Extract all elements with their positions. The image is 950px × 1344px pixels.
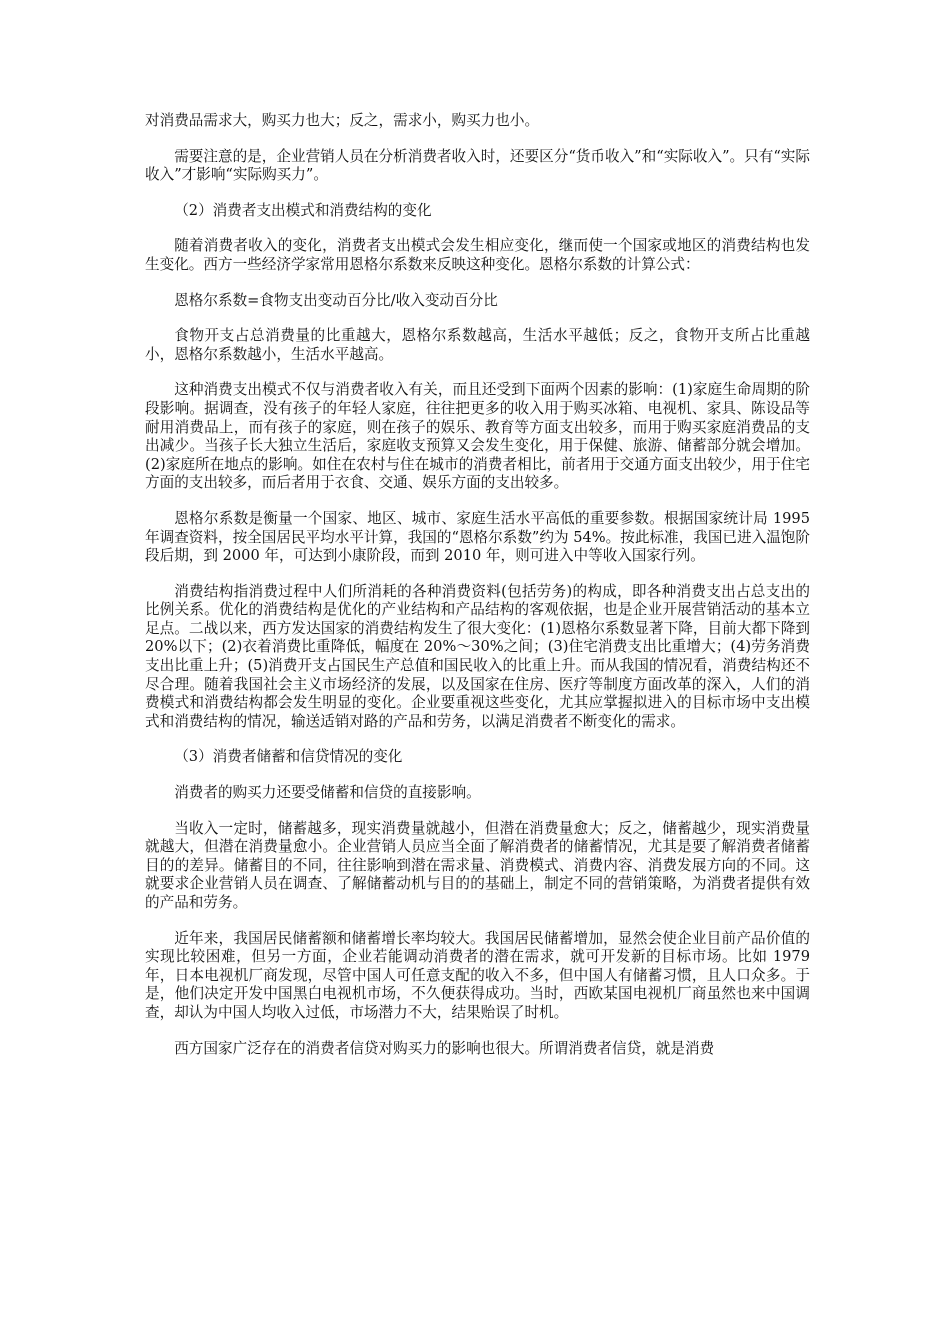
paragraph-engel-parameter: 恩格尔系数是衡量一个国家、地区、城市、家庭生活水平高低的重要参数。根据国家统计局 1995 年调查资料，按全国居民平均水平计算，我国的“恩格尔系数”约为 54%。按此标准，我国已进入温饱阶段后期，到 2000 年，可达到小康阶段，而到 2010 年，则可进入中等收入国家行列。 xyxy=(145,509,810,565)
paragraph-influencing-factors: 这种消费支出模式不仅与消费者收入有关，而且还受到下面两个因素的影响：(1)家庭生命周期的阶段影响。据调查，没有孩子的年轻人家庭，往往把更多的收入用于购买冰箱、电视机、家具、陈设品等耐用消费品上，而有孩子的家庭，则在孩子的娱乐、教育等方面支出较多，而用于购买家庭消费品的支出减少。当孩子长大独立生活后，家庭收支预算又会发生变化，用于保健、旅游、储蓄部分就会增加。(2)家庭所在地点的影响。如住在农村与住在城市的消费者相比，前者用于交通方面支出较少，用于住宅方面的支出较多，而后者用于衣食、交通、娱乐方面的支出较多。 xyxy=(145,381,810,492)
section-heading-spending-pattern: （2）消费者支出模式和消费结构的变化 xyxy=(174,201,432,219)
document-page xyxy=(145,112,810,1075)
paragraph-consumption-structure: 消费结构指消费过程中人们所消耗的各种消费资料(包括劳务)的构成，即各种消费支出占总支出的比例关系。优化的消费结构是优化的产业结构和产品结构的客观依据，也是企业开展营销活动的基本立足点。二战以来，西方发达国家的消费结构发生了很大变化：(1)恩格尔系数显著下降，目前大都下降到 20%以下；(2)衣着消费比重降低，幅度在 20%～30%之间；(3)住宅消费支出比重增大；(4)劳务消费支出比重上升；(5)消费开支占国民生产总值和国民收入的比重上升。而从我国的情况看，消费结构还不尽合理。随着我国社会主义市场经济的发展，以及国家在住房、医疗等制度方面改革的深入，人们的消费模式和消费结构都会发生明显的变化。企业要重视这些变化，尤其应掌握拟进入的目标市场中支出模式和消费结构的情况，输送适销对路的产品和劳务，以满足消费者不断变化的需求。 xyxy=(145,582,810,730)
engel-formula: 恩格尔系数=食物支出变动百分比/收入变动百分比 xyxy=(174,291,498,309)
paragraph-savings-growth: 近年来，我国居民储蓄额和储蓄增长率均较大。我国居民储蓄增加，显然会使企业目前产品价值的实现比较困难，但另一方面，企业若能调动消费者的潜在需求，就可开发新的目标市场。比如 1979 年，日本电视机厂商发现，尽管中国人可任意支配的收入不多，但中国人有储蓄习惯，且人口众多。于是，他们决定开发中国黑白电视机市场，不久便获得成功。当时，西欧某国电视机厂商虽然也来中国调查，却认为中国人均收入过低，市场潜力不大，结果贻误了时机。 xyxy=(145,929,810,1021)
paragraph-spending-change: 随着消费者收入的变化，消费者支出模式会发生相应变化，继而使一个国家或地区的消费结构也发生变化。西方一些经济学家常用恩格尔系数来反映这种变化。恩格尔系数的计算公式： xyxy=(145,237,810,273)
paragraph-consumer-credit: 西方国家广泛存在的消费者信贷对购买力的影响也很大。所谓消费者信贷，就是消费 xyxy=(174,1039,715,1057)
paragraph-savings-effect: 当收入一定时，储蓄越多，现实消费量就越小，但潜在消费量愈大；反之，储蓄越少，现实消费量就越大，但潜在消费量愈小。企业营销人员应当全面了解消费者的储蓄情况，尤其是要了解消费者储蓄目的的差异。储蓄目的不同，往往影响到潜在需求量、消费模式、消费内容、消费发展方向的不同。这就要求企业营销人员在调查、了解储蓄动机与目的的基础上，制定不同的营销策略，为消费者提供有效的产品和劳务。 xyxy=(145,819,810,911)
paragraph-food-share: 食物开支占总消费量的比重越大，恩格尔系数越高，生活水平越低；反之，食物开支所占比重越小，恩格尔系数越小，生活水平越高。 xyxy=(145,327,810,363)
paragraph-savings-credit-intro: 消费者的购买力还要受储蓄和信贷的直接影响。 xyxy=(174,784,481,802)
paragraph-demand-purchasing-power: 对消费品需求大，购买力也大；反之，需求小，购买力也小。 xyxy=(145,112,540,129)
section-heading-savings-credit: （3）消费者储蓄和信贷情况的变化 xyxy=(174,748,403,766)
paragraph-real-income: 需要注意的是，企业营销人员在分析消费者收入时，还要区分“货币收入”和“实际收入”。只有“实际收入”才影响“实际购买力”。 xyxy=(145,147,810,184)
